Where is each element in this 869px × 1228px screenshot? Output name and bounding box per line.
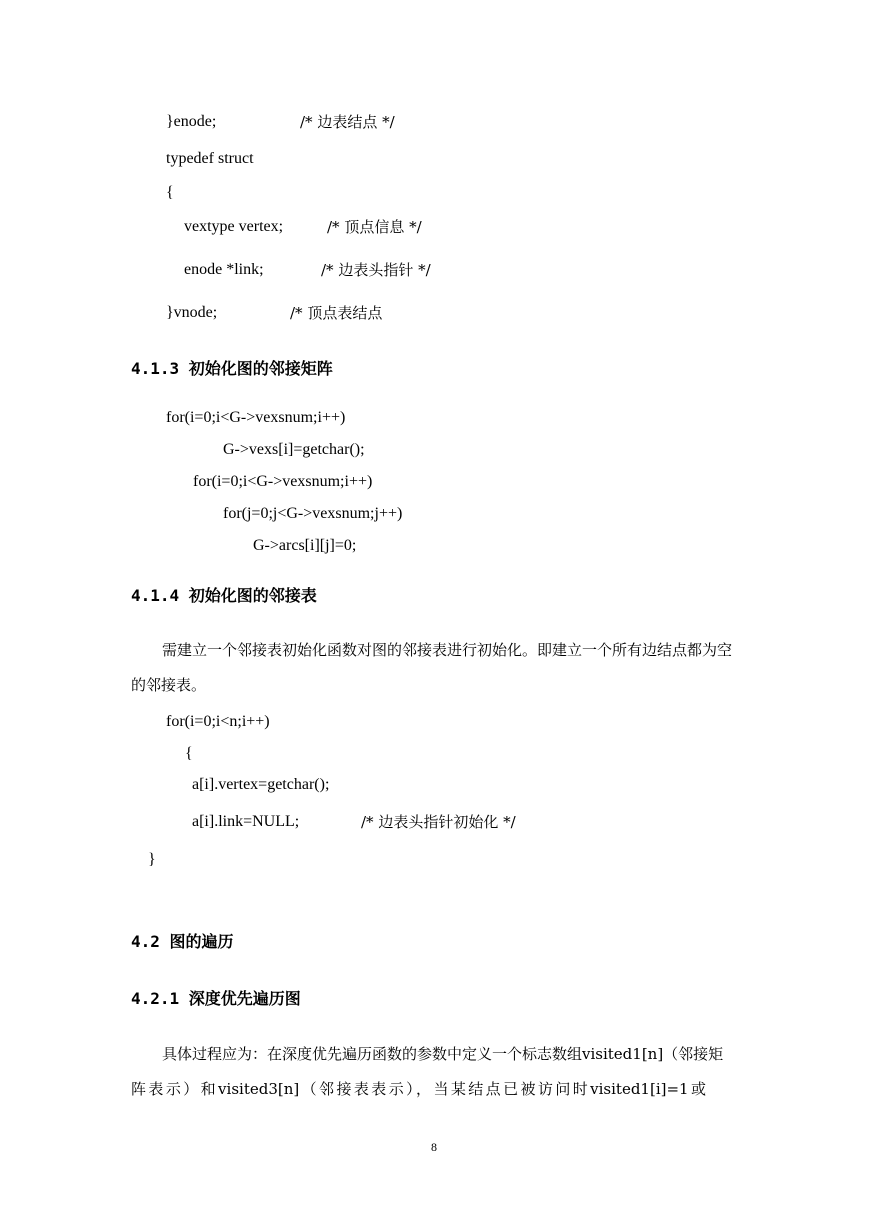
code-comment-enode: /* 边表结点 */ bbox=[300, 113, 395, 131]
code-line-vnode-close: }vnode; bbox=[166, 304, 218, 321]
section-heading-4-1-3: 4.1.3 初始化图的邻接矩阵 bbox=[131, 359, 333, 378]
code-comment-link-init: /* 边表头指针初始化 */ bbox=[361, 813, 516, 831]
code-line: G->vexs[i]=getchar(); bbox=[223, 441, 365, 458]
code-line-typedef: typedef struct bbox=[166, 150, 254, 167]
section-heading-4-2: 4.2 图的遍历 bbox=[131, 932, 234, 951]
code-line: { bbox=[185, 745, 193, 762]
section-heading-4-1-4: 4.1.4 初始化图的邻接表 bbox=[131, 586, 317, 605]
section-heading-4-2-1: 4.2.1 深度优先遍历图 bbox=[131, 989, 301, 1008]
code-line-vertex-decl: vextype vertex; bbox=[184, 218, 284, 235]
code-line: for(j=0;j<G->vexsnum;j++) bbox=[223, 505, 403, 522]
code-line-link-decl: enode *link; bbox=[184, 261, 264, 278]
paragraph-line: 具体过程应为：在深度优先遍历函数的参数中定义一个标志数组visited1[n]（邻接矩 bbox=[162, 1045, 724, 1063]
code-line: G->arcs[i][j]=0; bbox=[253, 537, 357, 554]
code-comment-vnode: /* 顶点表结点 bbox=[290, 304, 383, 322]
page-number: 8 bbox=[431, 1140, 437, 1154]
code-line: for(i=0;i<G->vexsnum;i++) bbox=[166, 409, 346, 426]
paragraph-line: 阵表示）和visited3[n]（邻接表表示），当某结点已被访问时visited1[i]=1或 bbox=[131, 1080, 706, 1098]
code-line: a[i].link=NULL; bbox=[192, 813, 300, 830]
code-comment-link: /* 边表头指针 */ bbox=[321, 261, 431, 279]
paragraph-line: 的邻接表。 bbox=[131, 676, 207, 694]
code-line: for(i=0;i<G->vexsnum;i++) bbox=[193, 473, 373, 490]
code-line: for(i=0;i<n;i++) bbox=[166, 713, 270, 730]
code-line: a[i].vertex=getchar(); bbox=[192, 776, 330, 793]
paragraph-line: 需建立一个邻接表初始化函数对图的邻接表进行初始化。即建立一个所有边结点都为空 bbox=[162, 641, 733, 659]
code-line-open-brace: { bbox=[166, 184, 174, 201]
code-line: } bbox=[148, 851, 156, 868]
code-comment-vertex: /* 顶点信息 */ bbox=[327, 218, 422, 236]
code-line-enode-close: }enode; bbox=[166, 113, 217, 130]
